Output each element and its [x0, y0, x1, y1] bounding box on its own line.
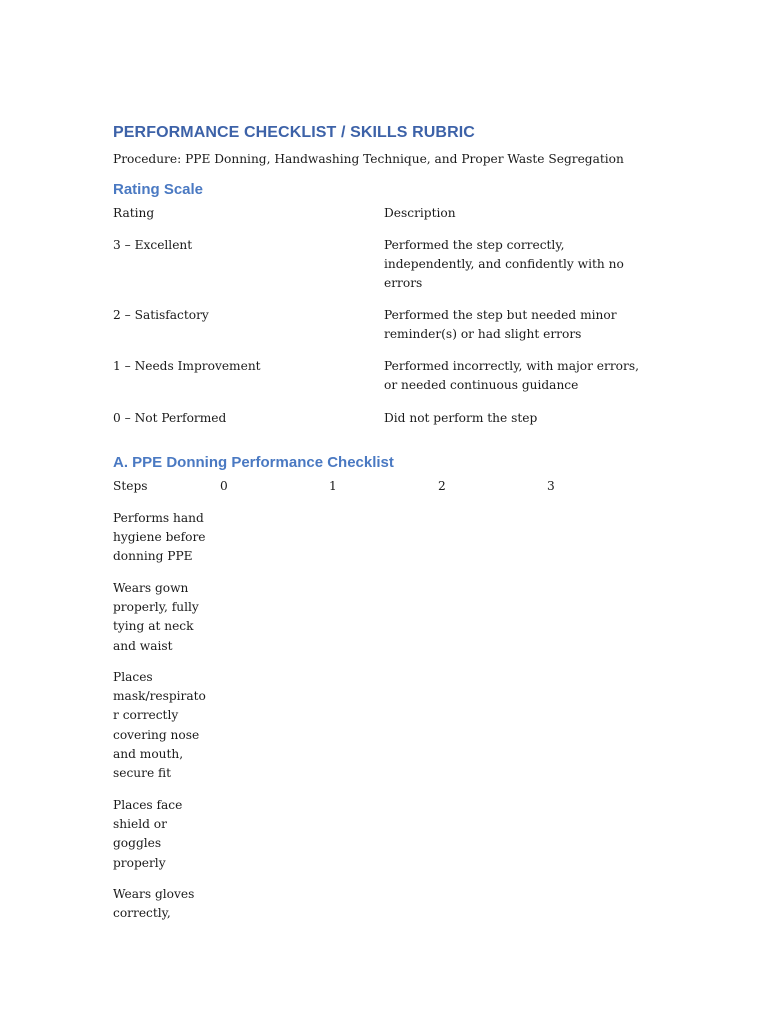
- checklist-step-text: Places face shield or goggles properly: [113, 798, 183, 870]
- description-header: Description: [384, 206, 456, 220]
- checklist-step-text: Wears gloves correctly,: [113, 887, 195, 921]
- rating-header: Rating: [113, 206, 155, 220]
- checklist-step: [113, 509, 213, 567]
- checklist-step-text: Wears gown properly, fully tying at neck and waist: [113, 581, 199, 653]
- checklist-step: [113, 668, 209, 783]
- checklist-step-text: Performs hand hygiene before donning PPE: [113, 511, 206, 564]
- procedure-line: Procedure: PPE Donning, Handwashing Technique, and Proper Waste Segregation: [113, 152, 624, 166]
- rating-description: Performed the step but needed minor reminder(s) or had slight errors: [384, 308, 617, 342]
- column-header-3: 3: [547, 479, 555, 493]
- checklist-step: [113, 579, 213, 656]
- rating-label: 3 – Excellent: [113, 238, 193, 252]
- ppe-checklist-heading: A. PPE Donning Performance Checklist: [113, 454, 394, 471]
- rating-label: 0 – Not Performed: [113, 411, 227, 425]
- rating-label: 1 – Needs Improvement: [113, 359, 261, 373]
- checklist-step: [113, 796, 185, 873]
- column-header-2: 2: [438, 479, 446, 493]
- checklist-step: [113, 885, 213, 923]
- rating-description: Performed the step correctly, independently, and confidently with no errors: [384, 238, 624, 291]
- rating-description: Did not perform the step: [384, 411, 538, 425]
- rating-scale-heading: Rating Scale: [113, 181, 204, 198]
- checklist-step-text: Places mask/respirator correctly covering nose and mouth, secure fit: [113, 670, 206, 781]
- column-header-steps: Steps: [113, 479, 148, 493]
- document-title: PERFORMANCE CHECKLIST / SKILLS RUBRIC: [113, 124, 475, 141]
- rating-label: 2 – Satisfactory: [113, 308, 209, 322]
- column-header-1: 1: [329, 479, 337, 493]
- rating-description: Performed incorrectly, with major errors, or needed continuous guidance: [384, 359, 639, 393]
- column-header-0: 0: [220, 479, 228, 493]
